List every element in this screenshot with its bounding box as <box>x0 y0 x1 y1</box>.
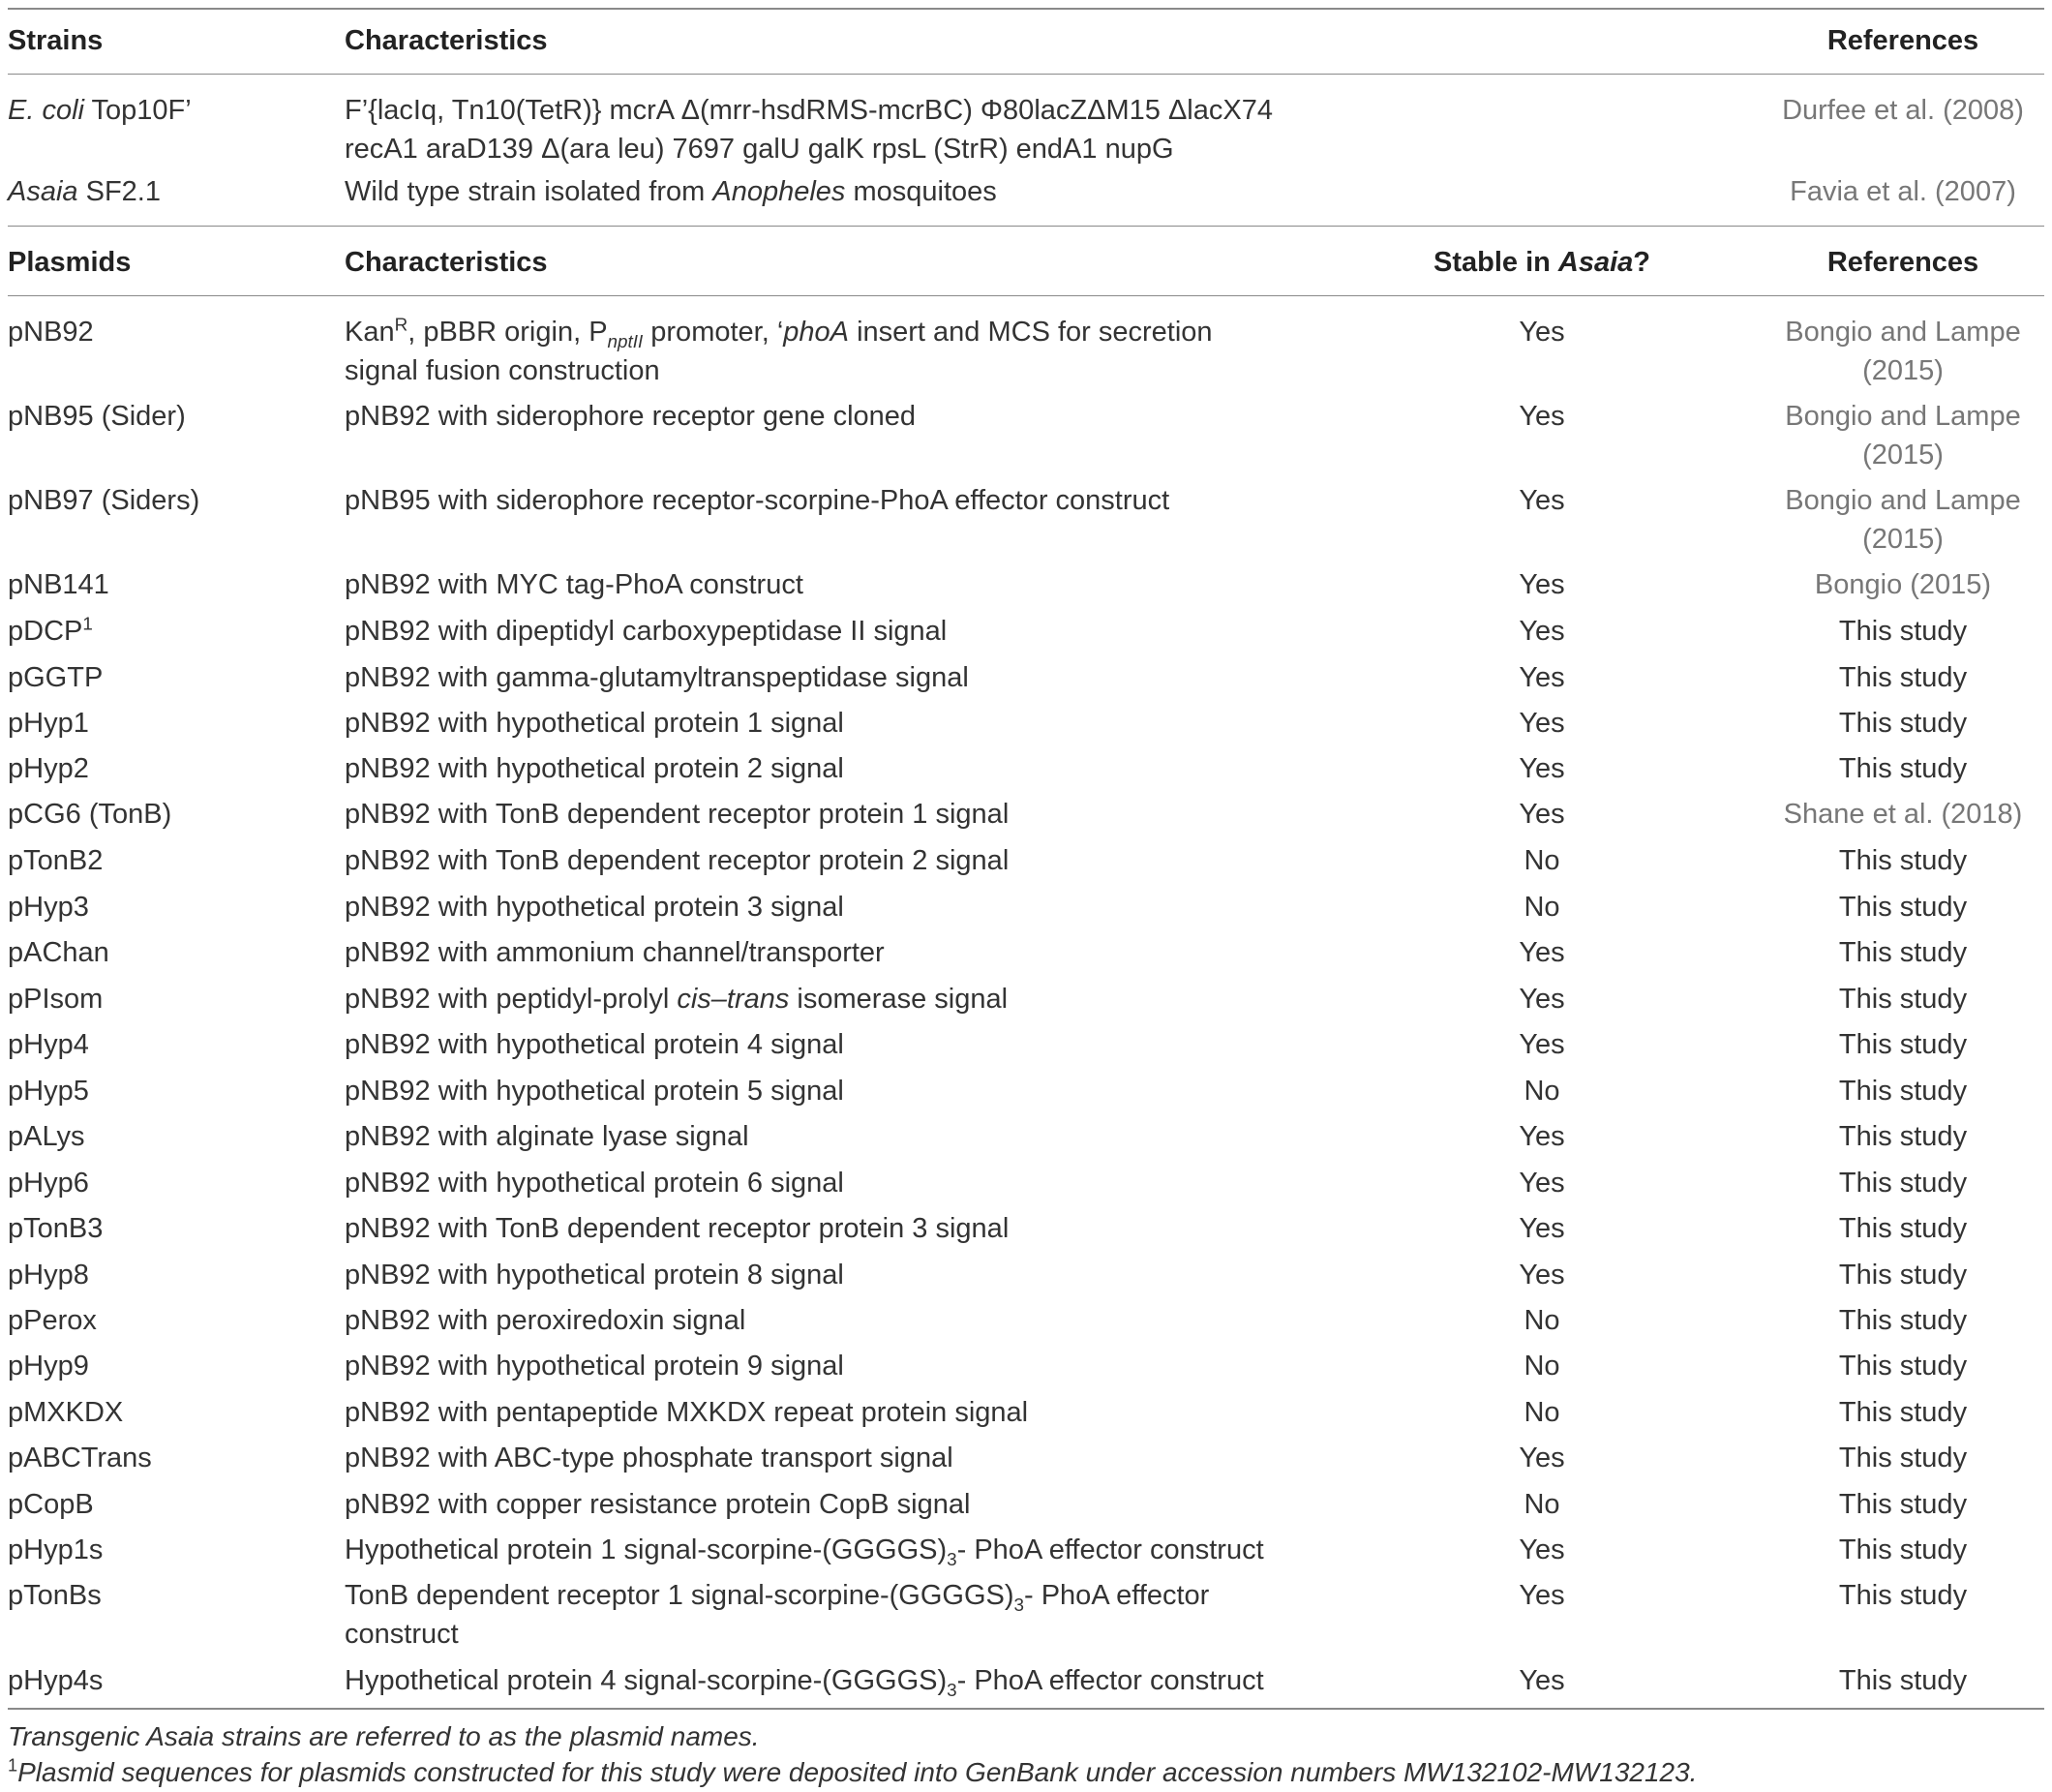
plasmid-characteristics: pNB92 with hypothetical protein 3 signal <box>345 892 844 923</box>
plasmid-reference: This study <box>1838 1305 1968 1336</box>
plasmid-characteristics: pNB92 with hypothetical protein 8 signal <box>345 1260 844 1291</box>
plasmid-characteristics: Hypothetical protein 1 signal-$scorpine-(GGGGS)_3-$ PhoA effector construct <box>345 1534 1264 1569</box>
strain-characteristics: F’{lacIq, Tn10(TetR)} mcrA Δ(mrr-hsdRMS-mcrBC) Φ80lacZΔM15 ΔlacX74 recA1 araD139 Δ(ara leu) 7697 galU galK rpsL (StrR) endA1 nupG <box>345 95 1273 165</box>
strain-reference: Favia et al. (2007) <box>1790 176 2016 207</box>
plasmid-stable: Yes <box>1519 1029 1565 1060</box>
strains-header: Strains <box>8 25 104 56</box>
plasmid-stable: Yes <box>1519 984 1565 1015</box>
plasmid-name: pNB95 (Sider) <box>8 401 186 432</box>
plasmid-reference: This study <box>1838 1534 1968 1565</box>
plasmid-name: pHyp8 <box>8 1260 89 1291</box>
plasmid-characteristics: pNB92 with TonB dependent receptor protein 2 signal <box>345 845 1010 876</box>
plasmid-characteristics: pNB92 with TonB dependent receptor protein 1 signal <box>345 799 1010 830</box>
plasmid-name: pHyp9 <box>8 1351 89 1382</box>
plasmid-name: pABCTrans <box>8 1443 152 1473</box>
plasmid-reference: This study <box>1838 662 1968 693</box>
plasmid-characteristics: pNB92 with TonB dependent receptor protein 3 signal <box>345 1213 1010 1244</box>
plasmid-stable: Yes <box>1519 662 1565 693</box>
plasmid-stable: Yes <box>1519 1665 1565 1696</box>
plasmid-name: pGGTP <box>8 662 104 693</box>
plasmid-reference: This study <box>1838 845 1968 876</box>
plasmid-characteristics: pNB92 with peptidyl-prolyl cis–trans isomerase signal <box>345 984 1009 1015</box>
plasmid-name: pTonBs <box>8 1580 102 1611</box>
plasmid-name: pHyp5 <box>8 1076 89 1107</box>
plasmid-reference: Shane et al. (2018) <box>1783 799 2023 830</box>
plasmids-header: Plasmids <box>8 247 132 278</box>
plasmid-reference: This study <box>1838 984 1968 1015</box>
plasmid-name: pHyp4 <box>8 1029 89 1060</box>
plasmid-name: pDCP$^1$ <box>8 613 93 647</box>
plasmid-reference: This study <box>1838 1397 1968 1428</box>
plasmid-stable: No <box>1524 1305 1560 1336</box>
footnote-genbank: $^1$Plasmid sequences for plasmids constructed for this study were deposited into GenBank under accession numbers MW132102-MW132123. <box>8 1755 1698 1787</box>
plasmid-characteristics: pNB92 with hypothetical protein 6 signal <box>345 1168 844 1199</box>
plasmid-name: pNB92 <box>8 317 94 348</box>
plasmid-reference: Bongio and Lampe (2015) <box>1785 401 2021 471</box>
plasmid-stable: Yes <box>1519 401 1565 432</box>
plasmid-reference: This study <box>1838 1260 1968 1291</box>
plasmid-reference: Bongio and Lampe (2015) <box>1785 317 2021 386</box>
plasmid-stable: Yes <box>1519 1121 1565 1152</box>
plasmid-stable: Yes <box>1519 1534 1565 1565</box>
plasmid-name: pALys <box>8 1121 85 1152</box>
plasmid-stable: Yes <box>1519 937 1565 968</box>
plasmid-characteristics: pNB92 with hypothetical protein 4 signal <box>345 1029 844 1060</box>
plasmid-stable: No <box>1524 1397 1560 1428</box>
plasmid-reference: This study <box>1838 616 1968 647</box>
plasmid-stable: No <box>1524 1489 1560 1520</box>
plasmid-characteristics: pNB92 with copper resistance protein CopB signal <box>345 1489 971 1520</box>
plasmid-stable: Yes <box>1519 799 1565 830</box>
plasmid-characteristics: pNB95 with siderophore receptor-scorpine-PhoA effector construct <box>345 485 1170 516</box>
plasmid-reference: This study <box>1838 1665 1968 1696</box>
plasmid-stable: No <box>1524 1076 1560 1107</box>
plasmid-name: pHyp2 <box>8 753 89 784</box>
plasmid-name: pCopB <box>8 1489 94 1520</box>
plasmid-characteristics: pNB92 with siderophore receptor gene cloned <box>345 401 917 432</box>
plasmid-name: pNB141 <box>8 569 109 600</box>
plasmids-references-header: References <box>1826 247 1979 278</box>
plasmid-characteristics: Kan$^R$, pBBR origin, $P_{nptII}$ promoter, ‘phoA insert and MCS for secretion signal fusion construction <box>345 314 1213 386</box>
plasmid-name: pTonB3 <box>8 1213 104 1244</box>
strain-name: E. coli Top10F’ <box>8 95 192 126</box>
plasmid-stable: Yes <box>1519 753 1565 784</box>
strain-reference: Durfee et al. (2008) <box>1782 95 2024 126</box>
plasmid-characteristics: pNB92 with hypothetical protein 1 signal <box>345 708 844 739</box>
plasmid-reference: This study <box>1838 1213 1968 1244</box>
plasmid-reference: This study <box>1838 1351 1968 1382</box>
plasmid-name: pCG6 (TonB) <box>8 799 172 830</box>
plasmid-characteristics: pNB92 with gamma-glutamyltranspeptidase signal <box>345 662 969 693</box>
plasmid-characteristics: pNB92 with pentapeptide MXKDX repeat protein signal <box>345 1397 1029 1428</box>
table-top-rule <box>8 8 2044 10</box>
plasmid-reference: Bongio and Lampe (2015) <box>1785 485 2021 555</box>
footnote-transgenic: Transgenic Asaia strains are referred to as the plasmid names. <box>8 1721 760 1751</box>
plasmid-name: pMXKDX <box>8 1397 124 1428</box>
plasmid-characteristics: pNB92 with MYC tag-PhoA construct <box>345 569 803 600</box>
plasmid-reference: This study <box>1838 1580 1968 1611</box>
plasmid-name: pPerox <box>8 1305 97 1336</box>
plasmid-characteristics: Hypothetical protein 4 signal-$scorpine-(GGGGS)_3-$ PhoA effector construct <box>345 1665 1264 1700</box>
strains-references-header: References <box>1826 25 1979 56</box>
plasmid-reference: This study <box>1838 1443 1968 1473</box>
plasmid-stable: Yes <box>1519 485 1565 516</box>
plasmid-name: pNB97 (Siders) <box>8 485 200 516</box>
plasmid-characteristics: pNB92 with hypothetical protein 2 signal <box>345 753 844 784</box>
plasmid-reference: This study <box>1838 1168 1968 1199</box>
plasmid-characteristics: pNB92 with peroxiredoxin signal <box>345 1305 746 1336</box>
plasmids-header-rule <box>8 295 2044 296</box>
plasmid-stable: No <box>1524 845 1560 876</box>
stable-header: Stable in Asaia? <box>1433 247 1651 278</box>
plasmid-name: pHyp4s <box>8 1665 104 1696</box>
plasmid-stable: Yes <box>1519 616 1565 647</box>
plasmid-characteristics: pNB92 with ABC-type phosphate transport signal <box>345 1443 953 1473</box>
plasmid-characteristics: pNB92 with hypothetical protein 9 signal <box>345 1351 844 1382</box>
plasmid-stable: Yes <box>1519 1260 1565 1291</box>
plasmid-stable: Yes <box>1519 1213 1565 1244</box>
plasmid-reference: This study <box>1838 937 1968 968</box>
strain-characteristics: Wild type strain isolated from Anopheles mosquitoes <box>345 176 997 207</box>
plasmid-reference: This study <box>1838 1076 1968 1107</box>
plasmids-characteristics-header: Characteristics <box>345 247 548 278</box>
plasmid-reference: This study <box>1838 1029 1968 1060</box>
plasmid-reference: This study <box>1838 892 1968 923</box>
plasmid-reference: Bongio (2015) <box>1814 569 1992 600</box>
plasmid-characteristics: pNB92 with hypothetical protein 5 signal <box>345 1076 844 1107</box>
plasmid-name: pTonB2 <box>8 845 104 876</box>
plasmid-reference: This study <box>1838 1489 1968 1520</box>
plasmid-stable: Yes <box>1519 1443 1565 1473</box>
plasmid-characteristics: pNB92 with dipeptidyl carboxypeptidase II signal <box>345 616 948 647</box>
plasmid-stable: No <box>1524 1351 1560 1382</box>
plasmid-reference: This study <box>1838 708 1968 739</box>
strains-header-rule <box>8 74 2044 75</box>
table-bottom-rule <box>8 1708 2044 1710</box>
plasmid-characteristics: TonB dependent receptor 1 signal-$scorpine-(GGGGS)_3-$ PhoA effector construct <box>345 1580 1210 1650</box>
plasmid-characteristics: pNB92 with ammonium channel/transporter <box>345 937 885 968</box>
plasmids-top-rule <box>8 226 2044 227</box>
plasmid-characteristics: pNB92 with alginate lyase signal <box>345 1121 749 1152</box>
plasmid-stable: Yes <box>1519 317 1565 348</box>
plasmid-name: pHyp1s <box>8 1534 104 1565</box>
plasmid-name: pAChan <box>8 937 109 968</box>
plasmid-reference: This study <box>1838 1121 1968 1152</box>
strain-name: Asaia SF2.1 <box>8 176 161 207</box>
plasmid-stable: Yes <box>1519 708 1565 739</box>
plasmid-name: pHyp1 <box>8 708 89 739</box>
strains-characteristics-header: Characteristics <box>345 25 548 56</box>
plasmid-name: pPIsom <box>8 984 104 1015</box>
plasmid-stable: Yes <box>1519 569 1565 600</box>
plasmid-name: pHyp3 <box>8 892 89 923</box>
plasmid-stable: Yes <box>1519 1580 1565 1611</box>
plasmid-name: pHyp6 <box>8 1168 89 1199</box>
plasmid-stable: No <box>1524 892 1560 923</box>
plasmid-stable: Yes <box>1519 1168 1565 1199</box>
plasmid-reference: This study <box>1838 753 1968 784</box>
